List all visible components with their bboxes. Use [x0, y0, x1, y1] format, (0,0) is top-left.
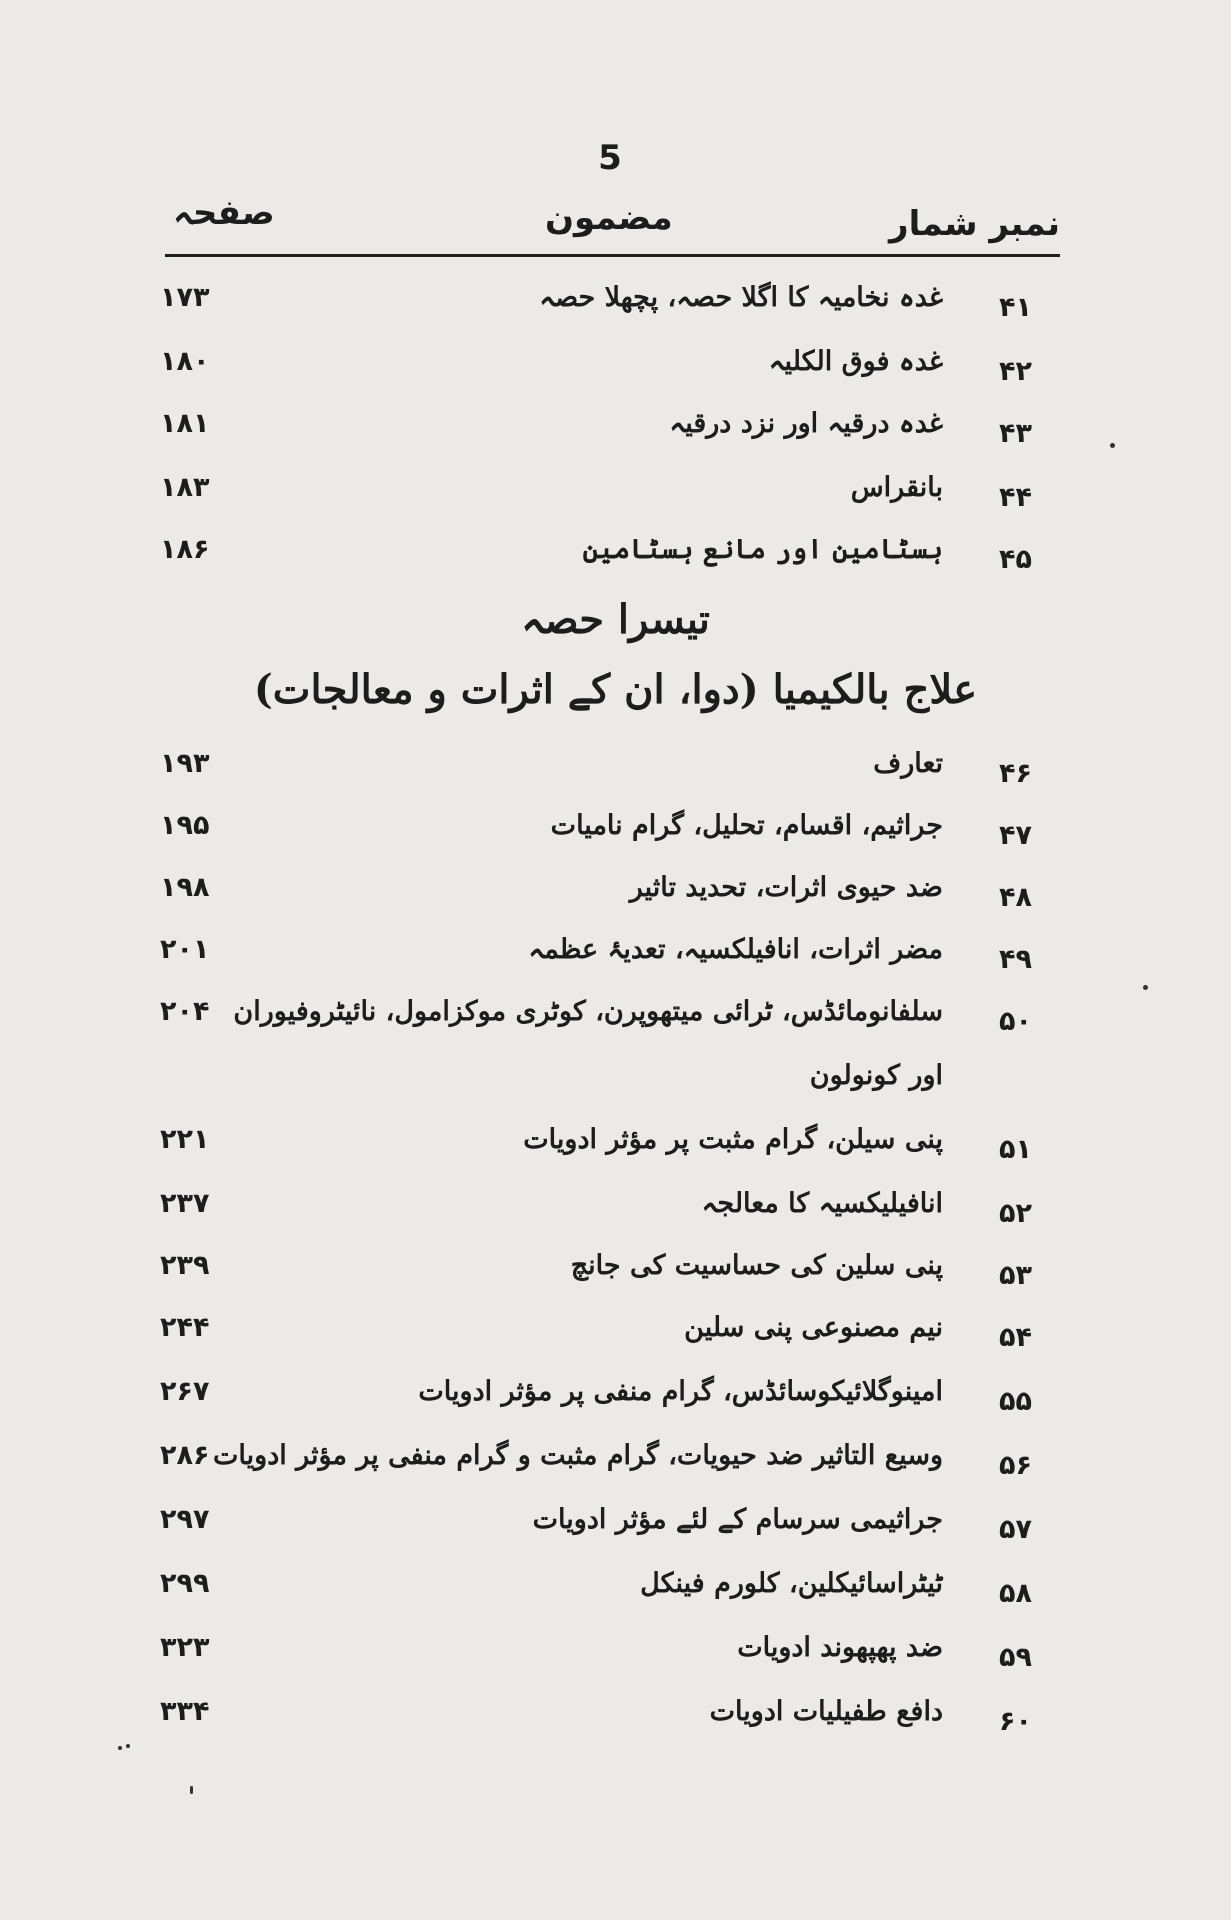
speck [1110, 443, 1115, 448]
header-topic: مضمون [545, 198, 673, 238]
speck [190, 1786, 193, 1794]
toc-row [0, 282, 1231, 338]
toc-title: جراثیمی سرسام کے لئے مؤثر ادویات [532, 1504, 943, 1535]
toc-number: ۵۳ [999, 1260, 1032, 1291]
toc-page: ۱۸۶ [160, 534, 210, 565]
toc-title: وسیع التاثیر ضد حیویات، گرام مثبت و گرام منفی پر مؤثر ادویات [213, 1440, 943, 1471]
toc-page: ۲۰۴ [160, 996, 210, 1027]
toc-title: بانقراس [850, 472, 943, 503]
toc-page: ۳۳۴ [160, 1696, 210, 1727]
toc-number: ۵۸ [999, 1578, 1032, 1609]
toc-page: ۲۹۷ [160, 1504, 210, 1535]
toc-number: ۴۷ [999, 820, 1032, 851]
toc-number: ۵۵ [999, 1386, 1032, 1417]
toc-page: ۲۲۱ [160, 1124, 210, 1155]
toc-title: پنی سیلن، گرام مثبت پر مؤثر ادویات [523, 1124, 943, 1155]
toc-page: ۳۲۳ [160, 1632, 210, 1663]
toc-number: ۴۱ [999, 292, 1032, 323]
toc-row [0, 1250, 1231, 1306]
toc-number: ۴۶ [999, 758, 1032, 789]
toc-page: ۱۸۱ [160, 408, 210, 439]
toc-title: مضر اثرات، انافیلکسیہ، تعدیۂ عظمہ [528, 934, 943, 965]
toc-page: ۲۳۷ [160, 1188, 210, 1219]
toc-number: ۵۰ [999, 1006, 1032, 1037]
toc-number: ۴۳ [999, 418, 1032, 449]
toc-title-continued: اور کونولون [809, 1060, 943, 1091]
toc-row [0, 748, 1231, 804]
toc-row [0, 1632, 1231, 1688]
toc-number: ۴۹ [999, 944, 1032, 975]
toc-row [0, 1312, 1231, 1368]
toc-page: ۲۹۹ [160, 1568, 210, 1599]
toc-row [0, 1568, 1231, 1624]
section-title: تیسرا حصہ [521, 596, 710, 643]
toc-row [0, 534, 1231, 590]
toc-number: ۶۰ [999, 1706, 1032, 1737]
toc-title: غدہ نخامیہ کا اگلا حصہ، پچھلا حصہ [539, 282, 943, 313]
toc-number: ۴۲ [999, 356, 1032, 387]
toc-row [0, 1124, 1231, 1180]
header-rule [165, 254, 1060, 257]
toc-page: ۲۳۹ [160, 1250, 210, 1281]
speck [118, 1746, 122, 1750]
toc-title: امینوگلائیکوسائڈس، گرام منفی پر مؤثر ادویات [418, 1376, 943, 1407]
toc-page: ۱۹۵ [160, 810, 210, 841]
toc-row [0, 934, 1231, 990]
toc-page: ۱۷۳ [160, 282, 210, 313]
toc-title: پنی سلین کی حساسیت کی جانچ [570, 1250, 943, 1281]
toc-number: ۵۲ [999, 1198, 1032, 1229]
toc-row [0, 472, 1231, 528]
toc-title: سلفانومائڈس، ٹرائی میتھوپرن، کوٹری موکزامول، نائیٹروفیوران [233, 996, 943, 1027]
toc-page: ۲۸۶ [160, 1440, 210, 1471]
toc-title: انافیلیکسیہ کا معالجہ [701, 1188, 943, 1219]
toc-title: غدہ فوق الکلیہ [768, 346, 943, 377]
toc-number: ۴۸ [999, 882, 1032, 913]
table-header [165, 192, 1060, 262]
toc-number: ۵۶ [999, 1450, 1032, 1481]
toc-title: نیم مصنوعی پنی سلین [684, 1312, 943, 1343]
toc-title: دافع طفیلیات ادویات [709, 1696, 943, 1727]
toc-title: جراثیم، اقسام، تحلیل، گرام نامیات [550, 810, 943, 841]
section-subtitle: علاج بالکیمیا (دوا، ان کے اثرات و معالجات) [253, 666, 978, 713]
toc-number: ۵۷ [999, 1514, 1032, 1545]
toc-page: ۱۹۳ [160, 748, 210, 779]
speck [126, 1744, 130, 1748]
toc-number: ۵۱ [999, 1134, 1032, 1165]
toc-row [0, 1696, 1231, 1752]
toc-row [0, 810, 1231, 866]
header-page: صفحہ [173, 193, 275, 233]
toc-row [0, 872, 1231, 928]
toc-title: ضد پھپھوند ادویات [737, 1632, 943, 1663]
toc-number: ۵۹ [999, 1642, 1032, 1673]
toc-row [0, 408, 1231, 464]
toc-row [0, 996, 1231, 1116]
speck [1143, 985, 1148, 990]
toc-page: ۲۶۷ [160, 1376, 210, 1407]
toc-row [0, 1440, 1231, 1496]
toc-page: ۱۹۸ [160, 872, 210, 903]
header-number: نمبر شمار [889, 204, 1060, 244]
toc-row [0, 346, 1231, 402]
toc-title: ہسٹامین اور مانع ہسٹامین [582, 534, 943, 565]
toc-title: تعارف [873, 748, 943, 779]
toc-number: ۴۴ [999, 482, 1032, 513]
toc-title: غدہ درقیہ اور نزد درقیہ [669, 408, 943, 439]
toc-page: ۲۰۱ [160, 934, 210, 965]
toc-title: ٹیٹراسائیکلین، کلورم فینکل [640, 1568, 943, 1599]
toc-row [0, 1188, 1231, 1244]
toc-page: ۲۴۴ [160, 1312, 210, 1343]
toc-row [0, 1504, 1231, 1560]
toc-number: ۵۴ [999, 1322, 1032, 1353]
toc-title: ضد حیوی اثرات، تحدید تاثیر [629, 872, 943, 903]
toc-page: ۱۸۳ [160, 472, 210, 503]
toc-page: ۱۸۰ [160, 346, 210, 377]
toc-row [0, 1376, 1231, 1432]
page-number: 5 [598, 138, 622, 178]
toc-number: ۴۵ [999, 544, 1032, 575]
